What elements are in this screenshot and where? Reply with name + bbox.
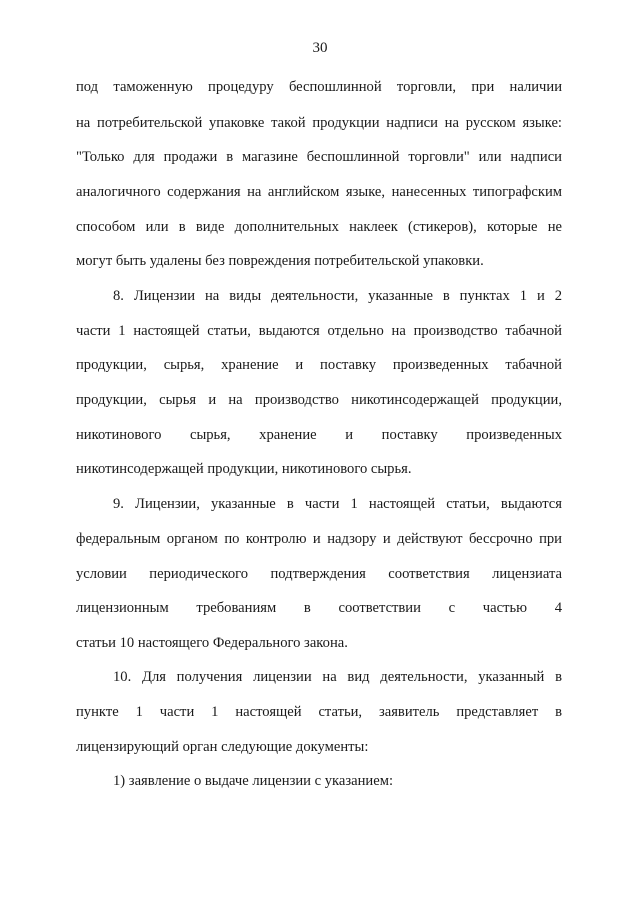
list-item-1: 1) заявление о выдаче лицензии с указанием: [113, 773, 394, 789]
text-line: федеральным органом по контролю и надзору и действуют бессрочно при [76, 531, 562, 547]
text-line: могут быть удалены без повреждения потребительской упаковки. [76, 253, 484, 269]
text-line: под таможенную процедуру беспошлинной торговли, при наличии [76, 79, 562, 95]
page-number: 30 [312, 40, 328, 56]
paragraph-8-start: 8. Лицензии на виды деятельности, указанные в пунктах 1 и 2 [113, 288, 562, 304]
text-line: лицензирующий орган следующие документы: [76, 739, 369, 755]
text-line: статьи 10 настоящего Федерального закона. [76, 635, 348, 651]
text-line: на потребительской упаковке такой продукции надписи на русском языке: [76, 115, 562, 131]
text-line: условии периодического подтверждения соответствия лицензиата [76, 566, 562, 582]
text-line: продукции, сырья, хранение и поставку произведенных табачной [76, 357, 562, 373]
paragraph-10-start: 10. Для получения лицензии на вид деятельности, указанный в [113, 669, 562, 685]
text-line: аналогичного содержания на английском языке, нанесенных типографским [76, 184, 562, 200]
text-line: продукции, сырья и на производство никотинсодержащей продукции, [76, 392, 562, 408]
text-line: никотинсодержащей продукции, никотинового сырья. [76, 461, 412, 477]
text-line: лицензионным требованиям в соответствии с частью 4 [76, 600, 562, 616]
text-line: пункте 1 части 1 настоящей статьи, заявитель представляет в [76, 704, 562, 720]
paragraph-9-start: 9. Лицензии, указанные в части 1 настоящей статьи, выдаются [113, 496, 562, 512]
text-line: никотинового сырья, хранение и поставку произведенных [76, 427, 562, 443]
text-line: части 1 настоящей статьи, выдаются отдельно на производство табачной [76, 323, 562, 339]
text-line: "Только для продажи в магазине беспошлинной торговли" или надписи [76, 149, 562, 165]
text-line: способом или в виде дополнительных наклеек (стикеров), которые не [76, 219, 562, 235]
